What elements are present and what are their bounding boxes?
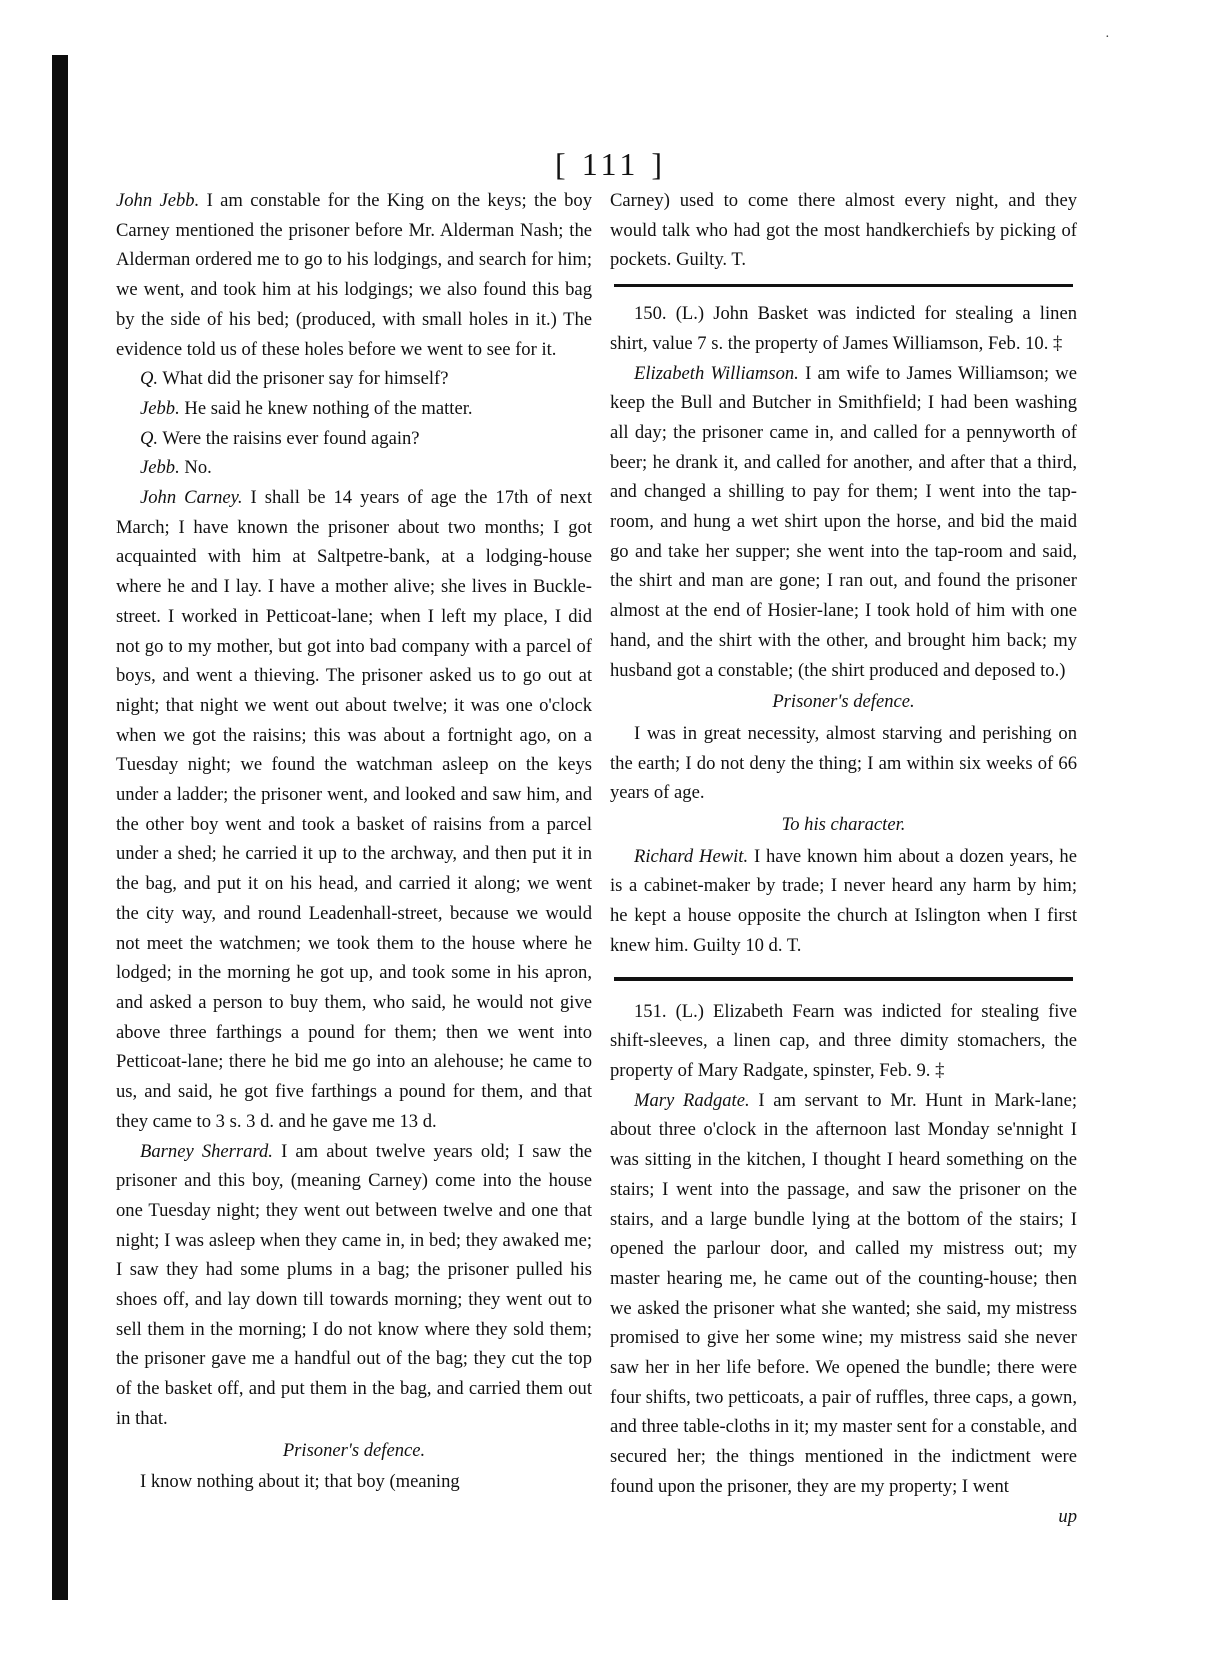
testimony-text: I have known him about a dozen years, he is a cabinet-maker by trade; I never heard any harm by him; he kept a house opposite the church at Islington when I first knew him. Guilty 10 d. T. [610, 845, 1077, 956]
left-column [116, 186, 592, 1497]
speaker-name: Q. [140, 368, 159, 390]
speaker-name: Barney Sherrard. [140, 1140, 273, 1162]
speaker-name: John Jebb. [116, 190, 200, 211]
defence-heading: Prisoner's defence. [282, 1439, 426, 1461]
speaker-name: Richard Hewit. [634, 845, 749, 867]
defence-text: I was in great necessity, almost starving and perishing on the earth; I do not deny the thing; I am within six weeks of 66 years of age. [610, 722, 1077, 804]
testimony-paragraph [610, 842, 1077, 961]
testimony-paragraph [116, 424, 592, 454]
section-rule [614, 977, 1073, 981]
binding-edge [52, 55, 68, 1600]
testimony-paragraph [116, 186, 592, 364]
speaker-name: Elizabeth Williamson. [634, 362, 799, 384]
defence-heading: Prisoner's defence. [772, 691, 915, 713]
testimony-paragraph [116, 483, 592, 1136]
testimony-paragraph [610, 1086, 1077, 1502]
testimony-text: I shall be 14 years of age the 17th of next March; I have known the prisoner about two months; I got acquainted with him at Saltpetre-bank, at a lodging-house where he and I lay. I have a mother alive; she lives in Buckle-street. I worked in Petticoat-lane; when I left my place, I did not go to my mother, but got into bad company with a parcel of boys, and went a thieving. The prisoner asked us to go out at night; that night we went out about twelve; it was one o'clock when we got the raisins; this was about a fortnight ago, on a Tuesday night; we found the watchman asleep on the keys under a ladder; the prisoner went, and looked and saw him, and the other boy went and took a basket of raisins from a parcel under a shed; he carried it up to the archway, and then put it in the bag, and put it on his head, and carried it along; we went the city way, and round Leadenhall-street, because we would not meet the watchmen; we took them to the house where he lodged; in the morning he got up, and took some in his apron, and asked a person to buy them, who said, he would not give above three farthings a pound for them; then we went into Petticoat-lane; there he bid me go into an alehouse; he came to us, and said, he got five farthings a pound for them, and that they came to 3 s. 3 d. and he gave me 13 d. [116, 487, 592, 1132]
right-column [610, 186, 1077, 1531]
catchword: up [1058, 1505, 1077, 1527]
testimony-paragraph [116, 453, 592, 483]
testimony-paragraph [116, 394, 592, 424]
testimony-paragraph [610, 359, 1077, 686]
testimony-text: I am constable for the King on the keys; the boy Carney mentioned the prisoner before Mr. Alderman Nash; the Alderman ordered me to go to his lodgings, and search for him; we went, and took him at his lodgings; we also found this bag by the side of his bed; (produced, with small holes in it.) The evidence told us of these holes before we went to see for it. [116, 190, 592, 360]
testimony-text: No. [179, 457, 212, 479]
speaker-name: Mary Radgate. [634, 1089, 750, 1111]
testimony-continuation: Carney) used to come there almost every night, and they would talk who had got the most handkerchiefs by picking of pockets. Guilty. T. [610, 190, 1077, 271]
case-indictment: 151. (L.) Elizabeth Fearn was indicted for stealing five shift-sleeves, a linen cap, and three dimity stomachers, the property of Mary Radgate, spinster, Feb. 9. ‡ [610, 1000, 1077, 1081]
speaker-name: John Carney. [140, 487, 243, 509]
section-rule [614, 284, 1073, 287]
testimony-text: I am servant to Mr. Hunt in Mark-lane; about three o'clock in the afternoon last Monday se'nnight I was sitting in the kitchen, I thought I heard something on the stairs; I went into the passage, and saw the prisoner on the stairs, and a large bundle lying at the bottom of the stairs; I opened the parlour door, and called my mistress out; my master hearing me, he came out of the counting-house; then we asked the prisoner what she wanted; she said, my mistress promised to give her some wine; my mistress said she never saw her in her life before. We opened the bundle; there were four shifts, two petticoats, a pair of ruffles, three caps, a gown, and three table-cloths in it; my master sent for a constable, and secured her; the things mentioned in the indictment were found upon the prisoner, they are my property; I went [610, 1089, 1077, 1497]
testimony-text: What did the prisoner say for himself? [158, 368, 449, 390]
character-heading: To his character. [781, 814, 906, 836]
speaker-name: Jebb. [140, 457, 180, 479]
testimony-text: I am about twelve years old; I saw the prisoner and this boy, (meaning Carney) come into the house one Tuesday night; they went out between twelve and one that night; I was asleep when they came in, in bed; they awaked me; I saw they had some plums in a bag; the prisoner pulled his shoes off, and lay down till towards morning; they went out to sell them in the morning; I do not know where they sold them; the prisoner gave me a handful out of the bag; they cut the top of the basket off, and put them in the bag, and carried them out in that. [116, 1140, 592, 1429]
testimony-text: Were the raisins ever found again? [158, 427, 420, 449]
defence-text: I know nothing about it; that boy (meaning [140, 1471, 460, 1493]
speaker-name: Q. [140, 427, 159, 449]
scan-speck: · [1105, 30, 1110, 45]
page-number: [ 111 ] [555, 146, 666, 182]
testimony-paragraph [116, 364, 592, 394]
testimony-paragraph [116, 1137, 592, 1434]
testimony-text: He said he knew nothing of the matter. [179, 397, 473, 419]
speaker-name: Jebb. [140, 397, 180, 419]
testimony-text: I am wife to James Williamson; we keep the Bull and Butcher in Smithfield; I had been washing all day; the prisoner came in, and called for a pennyworth of beer; he drank it, and called for another, and after that a third, and changed a shilling to pay for them; I went into the tap-room, and hung a wet shirt upon the horse, and bid the maid go and take her supper; she went into the tap-room and said, the shirt and man are gone; I ran out, and found the prisoner almost at the end of Hosier-lane; I took hold of him with one hand, and the shirt with the other, and brought him back; my husband got a constable; (the shirt produced and deposed to.) [610, 362, 1077, 681]
case-indictment: 150. (L.) John Basket was indicted for stealing a linen shirt, value 7 s. the property of James Williamson, Feb. 10. ‡ [610, 303, 1077, 354]
